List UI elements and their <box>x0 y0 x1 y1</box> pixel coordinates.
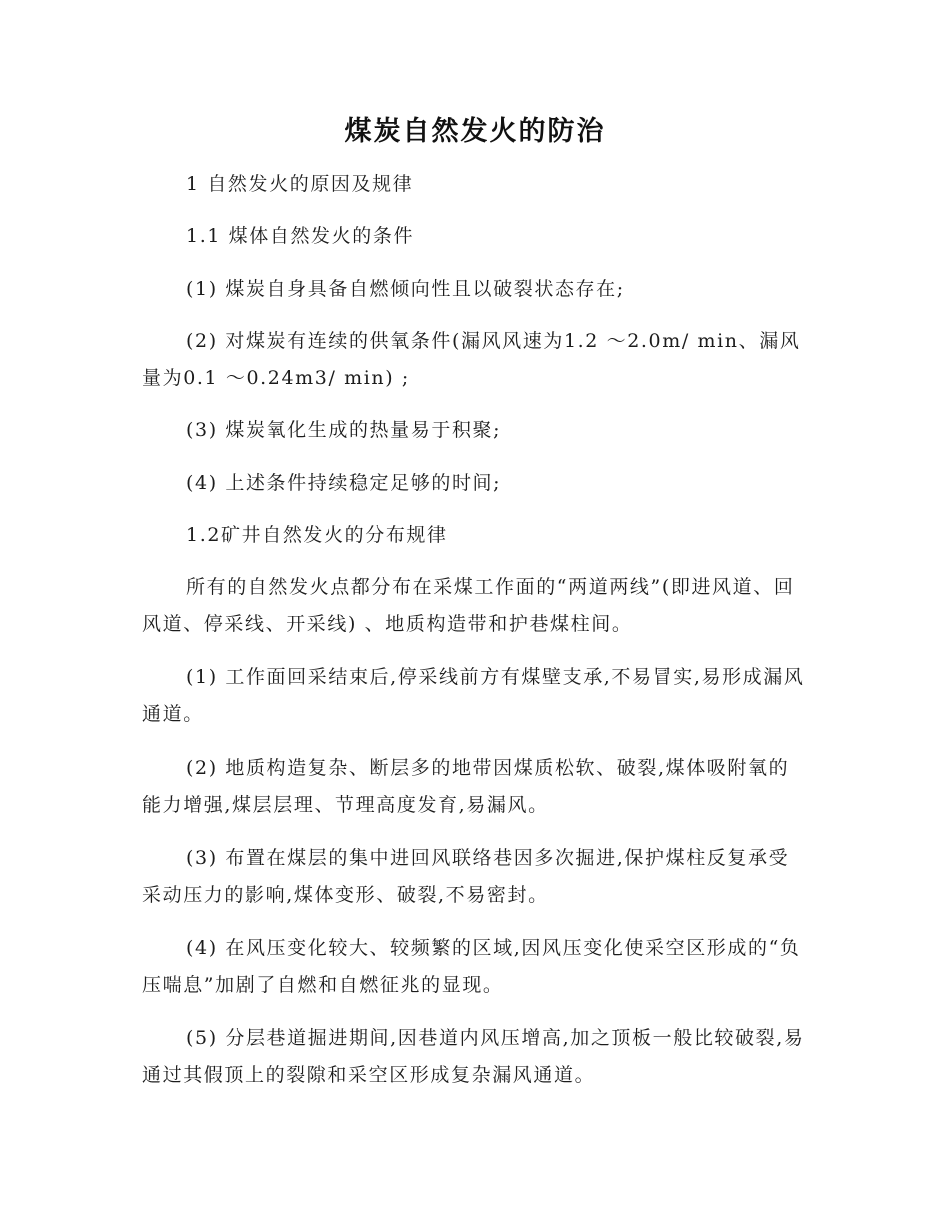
list-item: (3) 布置在煤层的集中进回风联络巷因多次掘进,保护煤柱反复承受采动压力的影响,煤体变形、破裂,不易密封。 <box>142 847 790 906</box>
document-title: 煤炭自然发火的防治 <box>344 116 606 147</box>
list-item: (4) 上述条件持续稳定足够的时间; <box>186 472 502 494</box>
list-item: (3) 煤炭氧化生成的热量易于积聚; <box>186 419 502 441</box>
subsection-heading: 1.2矿井自然发火的分布规律 <box>186 524 448 546</box>
list-item: (1) 煤炭自身具备自燃倾向性且以破裂状态存在; <box>186 278 625 300</box>
list-item: (2) 对煤炭有连续的供氧条件(漏风风速为1.2 ～2.0m/ min、漏风量为0.1 ～0.24m3/ min) ; <box>142 330 801 389</box>
section-heading: 1 自然发火的原因及规律 <box>186 173 414 195</box>
list-item: (5) 分层巷道掘进期间,因巷道内风压增高,加之顶板一般比较破裂,易通过其假顶上的裂隙和采空区形成复杂漏风通道。 <box>142 1027 805 1086</box>
list-item: (1) 工作面回采结束后,停采线前方有煤壁支承,不易冒实,易形成漏风通道。 <box>142 666 805 725</box>
subsection-heading: 1.1 煤体自然发火的条件 <box>186 225 415 247</box>
list-item: (4) 在风压变化较大、较频繁的区域,因风压变化使采空区形成的“负压喘息”加剧了自燃和自燃征兆的显现。 <box>142 937 801 996</box>
list-item: (2) 地质构造复杂、断层多的地带因煤质松软、破裂,煤体吸附氧的能力增强,煤层层理、节理高度发育,易漏风。 <box>142 757 790 816</box>
body-paragraph: 所有的自然发火点都分布在采煤工作面的“两道两线”(即进风道、回风道、停采线、开采线) 、地质构造带和护巷煤柱间。 <box>142 576 795 635</box>
